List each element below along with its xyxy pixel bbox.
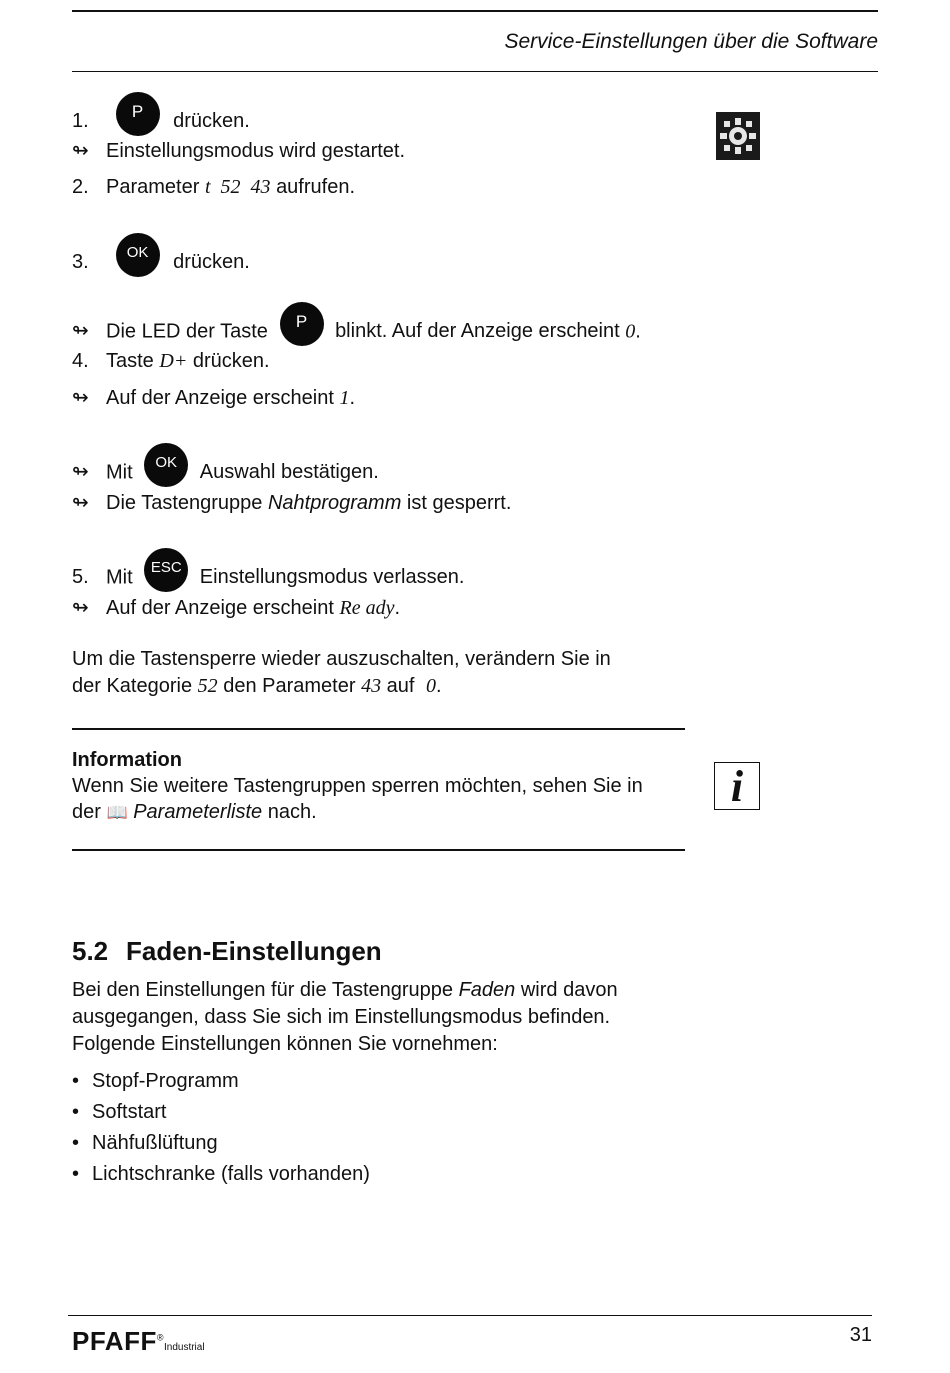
- parameter-code: t 52 43: [204, 176, 271, 198]
- list-item: [72, 1159, 370, 1190]
- section-heading: [72, 936, 382, 967]
- bullet: •: [72, 1132, 80, 1154]
- section-number: 5.2: [72, 936, 109, 966]
- result-3: [72, 385, 355, 411]
- paragraph-line: [72, 977, 692, 1004]
- information-line: Wenn Sie weitere Tastengruppen sperren möchten, sehen Sie in: [72, 775, 643, 797]
- pfaff-logo: [72, 1326, 205, 1357]
- p-key-icon: P: [280, 302, 324, 346]
- result-text: Mit: [106, 461, 133, 484]
- ok-key-icon: OK: [116, 233, 160, 277]
- result-text: Auswahl bestätigen.: [199, 461, 379, 484]
- period: .: [349, 387, 356, 409]
- step-text: Taste: [106, 350, 154, 372]
- step-number: 5.: [72, 566, 89, 589]
- information-icon: i: [714, 762, 760, 810]
- list-item-label: Nähfußlüftung: [92, 1132, 218, 1154]
- step-text: aufrufen.: [276, 176, 356, 198]
- period: .: [436, 675, 442, 697]
- result-text: Die Tastengruppe: [106, 492, 263, 514]
- period: .: [635, 320, 641, 343]
- header-rule: [72, 71, 878, 72]
- text: den Parameter: [223, 675, 356, 697]
- list-item-label: Softstart: [92, 1101, 167, 1123]
- paragraph-line: [72, 673, 692, 700]
- step-number: 2.: [72, 176, 89, 198]
- result-arrow-icon: ↬: [72, 597, 89, 619]
- result-text: Einstellungsmodus wird gestartet.: [106, 140, 406, 162]
- step-text: drücken.: [173, 110, 250, 133]
- page-header-title: Service-Einstellungen über die Software: [504, 30, 878, 53]
- step-text: Parameter: [106, 176, 200, 198]
- period: .: [394, 597, 401, 619]
- display-value: 0: [625, 320, 636, 343]
- list-item: [72, 1097, 370, 1128]
- result-arrow-icon: ↬: [72, 387, 89, 409]
- text: wird davon: [520, 979, 618, 1001]
- step-3: [72, 241, 250, 285]
- p-key-icon: P: [116, 92, 160, 136]
- result-arrow-icon: ↬: [72, 492, 89, 514]
- brand-subtitle: Industrial: [163, 1342, 205, 1353]
- step-number: 4.: [72, 350, 89, 372]
- text: Bei den Einstellungen für die Tastengruppe: [72, 979, 454, 1001]
- brand-name: PFAFF: [72, 1326, 157, 1356]
- bullet: •: [72, 1101, 80, 1123]
- unlock-paragraph: [72, 646, 692, 700]
- key-code: D+: [159, 350, 188, 372]
- result-text: ist gesperrt.: [406, 492, 512, 514]
- list-item-label: Lichtschranke (falls vorhanden): [92, 1163, 370, 1185]
- settings-gear-icon: [716, 112, 760, 160]
- result-1: [72, 138, 405, 164]
- text: nach.: [267, 801, 317, 823]
- registered-mark: ®: [156, 1332, 164, 1343]
- step-2: [72, 174, 355, 200]
- step-5: [72, 556, 464, 600]
- bullet: •: [72, 1070, 80, 1092]
- step-text: drücken.: [192, 350, 270, 372]
- result-arrow-icon: ↬: [72, 140, 89, 162]
- list-item-label: Stopf-Programm: [92, 1070, 239, 1092]
- book-icon: 📖: [106, 803, 128, 822]
- step-text: Mit: [106, 566, 133, 589]
- display-value: Re ady: [339, 597, 395, 619]
- parameter-list-reference: Parameterliste: [133, 801, 263, 823]
- result-arrow-icon: ↬: [72, 320, 89, 343]
- result-6: [72, 595, 400, 621]
- section-title: Faden-Einstellungen: [126, 936, 382, 966]
- setting-value: 0: [426, 675, 436, 697]
- step-4: [72, 348, 270, 374]
- section-paragraph: [72, 977, 692, 1058]
- result-text: Auf der Anzeige erscheint: [106, 597, 334, 619]
- settings-list: [72, 1066, 370, 1190]
- text: der Kategorie: [72, 675, 193, 697]
- footer-rule: [68, 1315, 872, 1316]
- information-title: Information: [72, 749, 182, 771]
- list-item: [72, 1066, 370, 1097]
- parameter-value: 43: [361, 675, 382, 697]
- category-value: 52: [197, 675, 218, 697]
- step-number: 1.: [72, 110, 89, 133]
- paragraph-line: Um die Tastensperre wieder auszuschalten, verändern Sie in: [72, 648, 611, 670]
- step-text: drücken.: [173, 251, 250, 274]
- result-5: [72, 490, 511, 516]
- result-arrow-icon: ↬: [72, 461, 89, 484]
- result-4: [72, 451, 379, 495]
- info-bottom-rule: [72, 849, 685, 851]
- text: auf: [386, 675, 415, 697]
- list-item: [72, 1128, 370, 1159]
- step-text: Einstellungsmodus verlassen.: [199, 566, 465, 589]
- result-text: Auf der Anzeige erscheint: [106, 387, 334, 409]
- key-group-name: Faden: [458, 979, 516, 1001]
- information-line: [72, 799, 692, 826]
- esc-key-icon: ESC: [144, 548, 188, 592]
- top-rule: [72, 10, 878, 12]
- text: der: [72, 801, 101, 823]
- info-top-rule: [72, 728, 685, 730]
- bullet: •: [72, 1163, 80, 1185]
- information-block: [72, 747, 692, 826]
- display-value: 1: [339, 387, 350, 409]
- ok-key-icon: OK: [144, 443, 188, 487]
- step-number: 3.: [72, 251, 89, 274]
- result-text: Die LED der Taste: [106, 320, 268, 343]
- key-group-name: Nahtprogramm: [267, 492, 402, 514]
- paragraph-line: Folgende Einstellungen können Sie vornehmen:: [72, 1033, 498, 1055]
- page-number: 31: [849, 1324, 872, 1346]
- paragraph-line: ausgegangen, dass Sie sich im Einstellungsmodus befinden.: [72, 1006, 611, 1028]
- result-text: blinkt. Auf der Anzeige erscheint: [335, 320, 620, 343]
